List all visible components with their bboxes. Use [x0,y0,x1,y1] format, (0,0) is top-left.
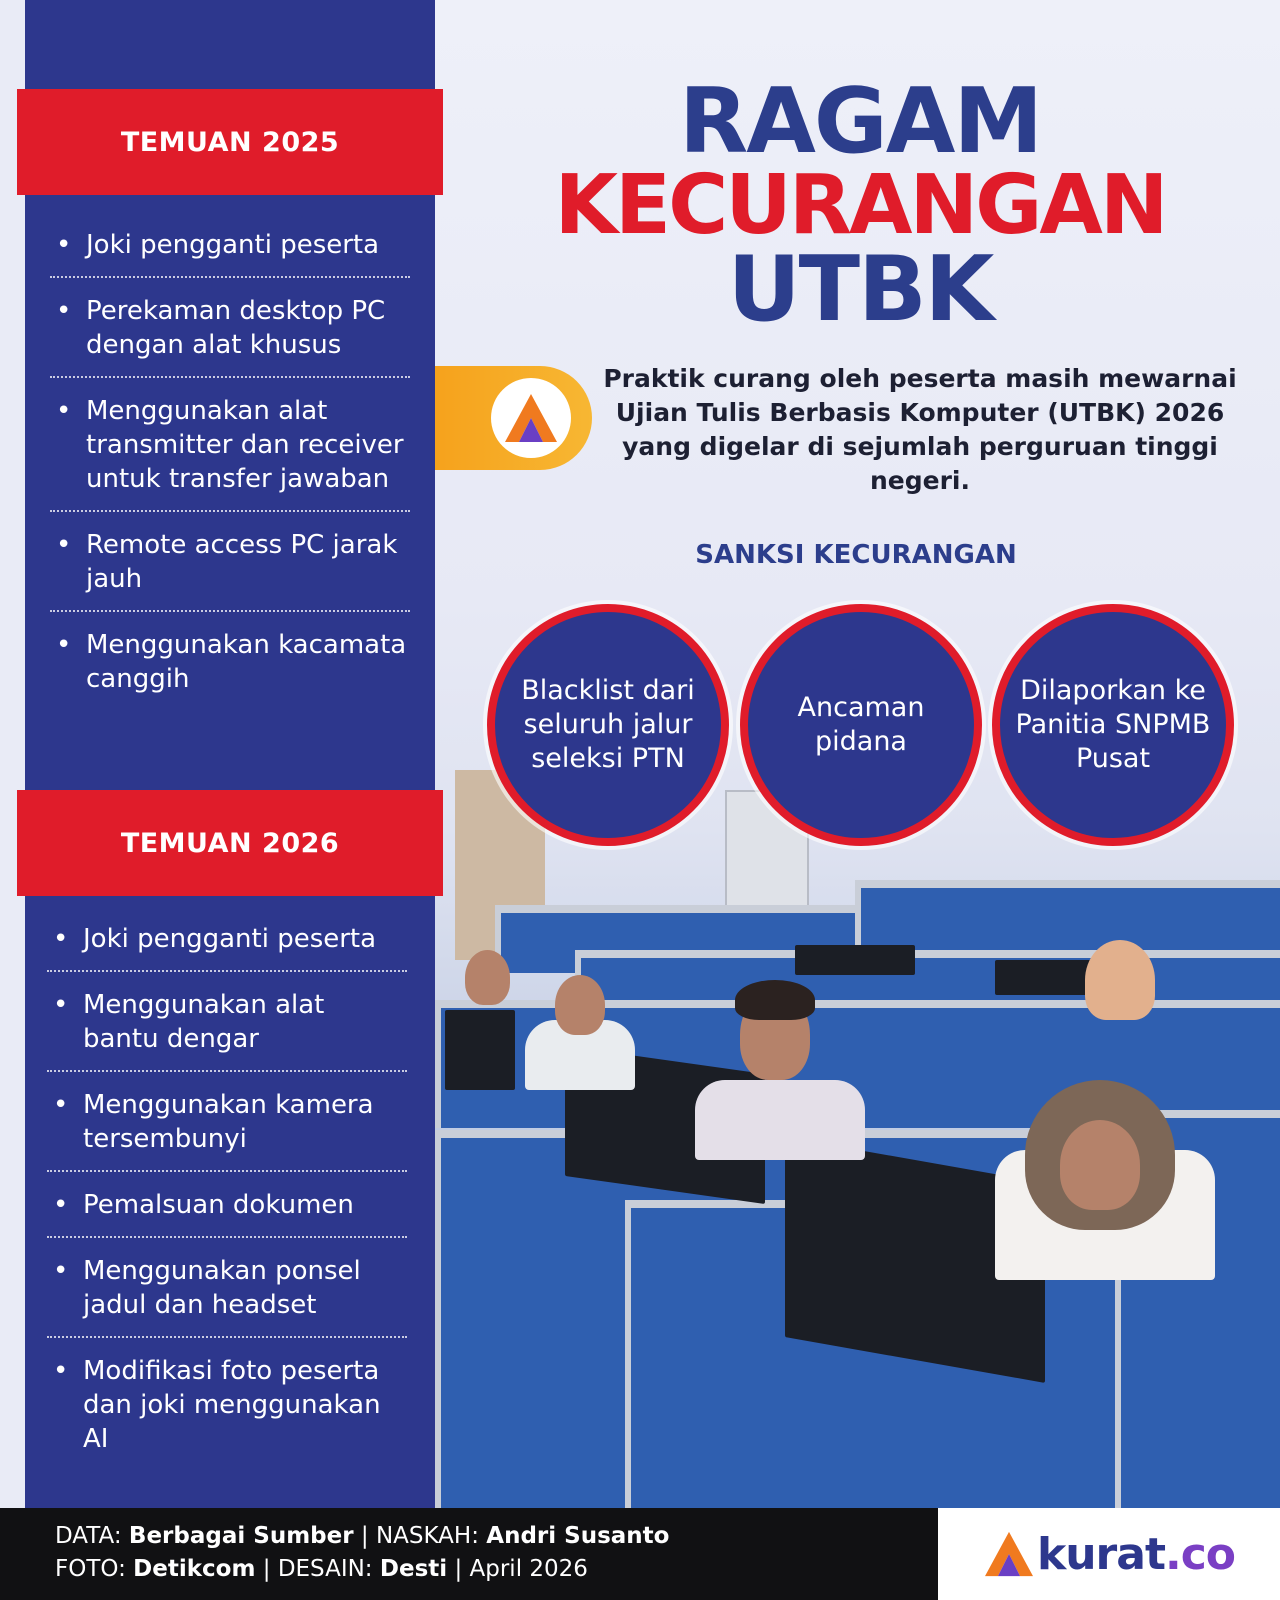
sanksi-circle-dilaporkan [992,604,1234,846]
brand-name [1037,1529,1235,1580]
separator: | [454,1556,463,1582]
sanksi-text: Blacklist dari seluruh jalur seleksi PTN [521,675,695,774]
temuan-2026-list [47,922,407,1486]
person-face [1060,1120,1140,1210]
foto-value: Detikcom [133,1556,256,1582]
temuan-2025-banner [17,89,443,195]
brand-logo-tab [435,366,592,470]
akurat-a-logo-icon [983,1530,1035,1578]
credits [55,1520,669,1586]
desain-value: Desti [379,1556,448,1582]
naskah-value: Andri Susanto [486,1523,670,1549]
list-item: • Menggunakan alat transmitter dan receiver untuk transfer jawaban [50,394,410,512]
title-line-3: UTBK [727,237,993,342]
naskah-label: NASKAH: [375,1523,479,1549]
temuan-2025-list [50,228,410,726]
title-line-2: KECURANGAN [554,158,1166,253]
list-item: • Joki pengganti peserta [50,228,410,278]
person-hijab [1085,940,1155,1020]
separator: | [262,1556,271,1582]
brand-logo [938,1508,1280,1600]
list-item: • Menggunakan ponsel jadul dan headset [47,1254,407,1338]
akurat-a-logo-icon [491,378,571,458]
credits-line-2 [55,1553,669,1586]
sanksi-text: Dilaporkan ke Panitia SNPMB Pusat [1015,675,1211,774]
list-item: • Pemalsuan dokumen [47,1188,407,1238]
data-label: DATA: [55,1523,122,1549]
sanksi-circle-blacklist [487,604,729,846]
desain-label: DESAIN: [277,1556,373,1582]
person-face [465,950,510,1005]
page-title [480,69,1240,342]
list-item: • Menggunakan kamera tersembunyi [47,1088,407,1172]
footer-date: April 2026 [469,1556,588,1582]
list-item: • Modifikasi foto peserta dan joki menggunakan AI [47,1354,407,1470]
list-item: • Menggunakan kacamata canggih [50,628,410,710]
list-item: • Joki pengganti peserta [47,922,407,972]
temuan-2026-banner [17,790,443,896]
sanksi-text: Ancaman pidana [797,692,925,757]
list-item: • Menggunakan alat bantu dengar [47,988,407,1072]
person-face [555,975,605,1035]
computer-monitor [795,945,915,975]
foto-label: FOTO: [55,1556,126,1582]
list-item: • Remote access PC jarak jauh [50,528,410,612]
brand-name-suffix: .co [1164,1528,1236,1580]
data-value: Berbagai Sumber [128,1523,354,1549]
temuan-2025-title: TEMUAN 2025 [120,126,340,158]
list-item: • Perekaman desktop PC dengan alat khusus [50,294,410,378]
brand-name-main: kurat [1036,1528,1165,1580]
sanksi-circle-pidana [740,604,982,846]
computer-monitor [445,1010,515,1090]
person-hair [735,980,815,1020]
temuan-2026-title: TEMUAN 2026 [120,827,340,859]
title-line-1: RAGAM [678,69,1042,174]
person-shirt [695,1080,865,1160]
sanksi-title: SANKSI KECURANGAN [695,540,1017,570]
separator: | [360,1523,369,1549]
footer [0,1508,1280,1600]
cubicle [855,880,1280,958]
credits-line-1 [55,1520,669,1553]
intro-paragraph: Praktik curang oleh peserta masih mewarnai Ujian Tulis Berbasis Komputer (UTBK) 2026 yang digelar di sejumlah perguruan tinggi negeri. [603,364,1237,495]
